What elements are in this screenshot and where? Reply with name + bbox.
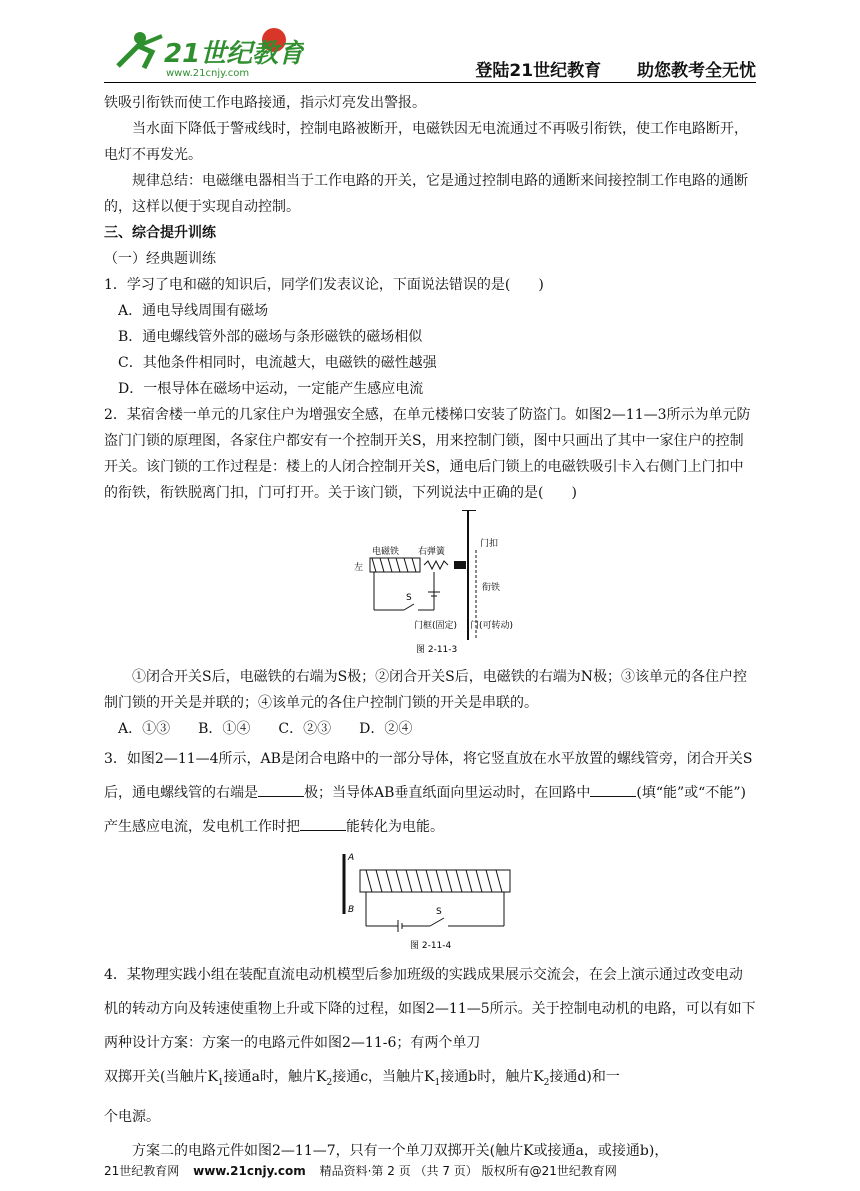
question-2: 2．某宿舍楼一单元的几家住户为增强安全感，在单元楼梯口安装了防盗门。如图2—11—3所示为单元防盗门门锁的原理图，各家住户都安有一个控制开关S，用来控制门锁，图中只画出了其中一家住户的控制开关。该门锁的工作过程是：楼上的人闭合控制开关S，通电后门锁上的电磁铁吸引卡入右侧门上门扣中的衔铁，衔铁脱离门扣，门可打开。关于该门锁，下列说法中正确的是( ) [104,407,751,501]
header-rule [104,82,756,83]
footer-page-info: 精品资料·第 2 页 （共 7 页） 版权所有@21世纪教育网 [319,1164,617,1178]
figure-door-lock [330,510,530,660]
page-footer [104,1162,617,1179]
figure-solenoid [330,848,530,954]
footer-site-name: 21世纪教育网 [104,1164,180,1178]
fig1-label-armature: 衔铁 [482,583,501,593]
q2-options: A．①③ B．①④ C．②③ D．②④ [118,721,413,737]
fig1-caption: 图 2-11-3 [416,645,458,655]
fig1-label-electromagnet: 电磁铁 [372,547,400,557]
q1-option-b: B．通电螺线管外部的磁场与条形磁铁的磁场相似 [118,329,423,345]
q1-option-d: D．一根导体在磁场中运动，一定能产生感应电流 [118,381,424,397]
fig1-label-left: 左 [354,563,364,573]
logo-graphic [104,22,304,82]
fig2-label-a: A [348,853,355,863]
q3-part-a: 3．如图2—11—4所示，AB是闭合电路中的一部分导体，将它竖直放在水平放置的螺线管旁，闭合开关S后，通电螺线管的右端是 [104,751,753,801]
slogan-left: 登陆21世纪教育 [475,61,602,81]
site-logo[interactable] [104,22,304,82]
fig2-label-s: S [436,907,442,917]
logo-text: 21世纪教育 [164,39,304,69]
q3-part-b: 极；当导体AB垂直纸面向里运动时，在回路中 [304,785,591,801]
fig1-label-buckle: 门扣 [480,539,499,549]
subsection-heading: （一）经典题训练 [104,251,216,267]
question-4: 4．某物理实践小组在装配直流电动机模型后参加班级的实践成果展示交流会，在会上演示通过改变电动机的转动方向及转速使重物上升或下降的过程，如图2—11—5所示。关于控制电动机的电路，可以有如下两种设计方案：方案一的电路元件如图2—11-6；有两个单刀 [104,967,756,1051]
q1-option-c: C．其他条件相同时，电流越大，电磁铁的磁性越强 [118,355,437,371]
question-1: 1．学习了电和磁的知识后，同学们发表议论，下面说法错误的是( ) [104,277,544,293]
q3-blank-3[interactable] [300,816,346,831]
logo-url: www.21cnjy.com [166,68,250,79]
section-heading: 三、综合提升训练 [104,225,216,241]
slogan-right: 助您教考全无忧 [637,61,756,81]
q3-part-c: (填“能”或“不能”)产生感应电流，发电机工作时把 [104,785,746,835]
fig1-label-frame: 门框(固定) [414,621,458,631]
fig1-label-door: 门(可转动) [470,621,514,631]
q2-statements: ①闭合开关S后，电磁铁的右端为S极；②闭合开关S后，电磁铁的右端为N极；③该单元的各住户控制门锁的开关是并联的；④该单元的各住户控制门锁的开关是串联的。 [104,669,748,711]
page-body [104,90,756,1168]
fig2-caption: 图 2-11-4 [410,941,452,951]
footer-url[interactable]: www.21cnjy.com [193,1164,306,1178]
header-slogan [445,56,756,81]
q4-switch-desc: 双掷开关(当触片$K_1$接通a时，触片$K_2$接通c，当触片$K_1$接通b时，触片$K_2$接通d)和一 [104,1069,620,1088]
q1-option-a: A．通电导线周围有磁场 [118,303,269,319]
q3-part-d: 能转化为电能。 [346,819,444,835]
para-3: 规律总结：电磁继电器相当于工作电路的开关，它是通过控制电路的通断来间接控制工作电路的通断的，这样以便于实现自动控制。 [104,173,748,215]
question-3 [104,742,756,844]
fig1-label-switch: S [406,593,412,603]
fig1-label-spring: 右弹簧 [418,547,446,557]
q4-power-source: 个电源。 [104,1108,160,1125]
q3-blank-1[interactable] [258,782,304,797]
q3-blank-2[interactable] [590,782,636,797]
para-1: 铁吸引衔铁而使工作电路接通，指示灯亮发出警报。 [104,95,426,111]
para-2: 当水面下降低于警戒线时，控制电路被断开，电磁铁因无电流通过不再吸引衔铁，使工作电路断开，电灯不再发光。 [104,121,748,163]
fig2-label-b: B [348,905,355,915]
q4-plan-two: 方案二的电路元件如图2—11—7，只有一个单刀双掷开关(触片K或接通a，或接通b)， [132,1142,669,1159]
